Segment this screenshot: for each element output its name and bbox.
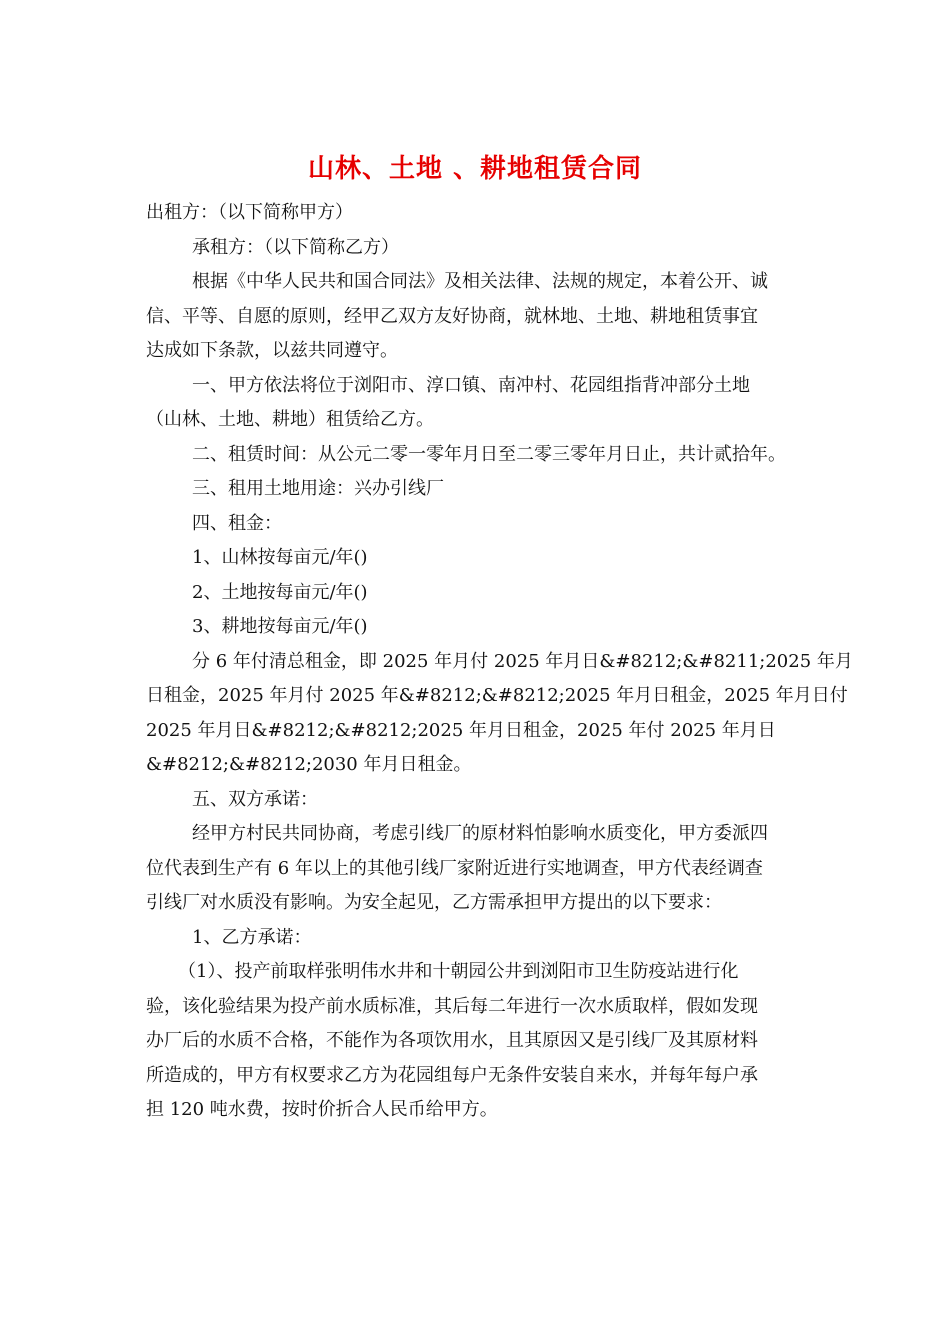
- paragraph-line: 一、甲方依法将位于浏阳市、淳口镇、南冲村、花园组指背冲部分土地: [192, 374, 750, 396]
- paragraph-line: 担 120 吨水费，按时价折合人民币给甲方。: [146, 1099, 498, 1120]
- paragraph-line: 五、双方承诺：: [192, 788, 318, 810]
- paragraph-line: 分 6 年付清总租金，即 2025 年月付 2025 年月日&#8212;&#8211;2025 年月: [192, 650, 853, 672]
- paragraph-line: 根据《中华人民共和国合同法》及相关法律、法规的规定，本着公开、诚: [192, 271, 768, 292]
- paragraph-line: 验，该化验结果为投产前水质标准，其后每二年进行一次水质取样，假如发现: [146, 995, 758, 1017]
- paragraph-lessee: 承租方：（以下简称乙方）: [192, 236, 399, 258]
- paragraph-line: 1、乙方承诺：: [192, 926, 312, 948]
- paragraph-lessor: 出租方：（以下简称甲方）: [146, 202, 353, 223]
- paragraph-line: 3、耕地按每亩元/年(): [192, 616, 368, 637]
- paragraph-line: 四、租金：: [192, 512, 282, 534]
- paragraph-line: （1）、投产前取样张明伟水井和十朝园公井到浏阳市卫生防疫站进行化: [178, 961, 739, 982]
- paragraph-line: 日租金，2025 年月付 2025 年&#8212;&#8212;2025 年月日租金，2025 年月日付: [146, 685, 848, 706]
- paragraph-line: 位代表到生产有 6 年以上的其他引线厂家附近进行实地调查，甲方代表经调查: [146, 857, 763, 879]
- paragraph-line: &#8212;&#8212;2030 年月日租金。: [146, 754, 472, 775]
- paragraph-line: （山林、土地、耕地）租赁给乙方。: [146, 409, 434, 430]
- document-body: [146, 196, 853, 1128]
- paragraph-line: 引线厂对水质没有影响。为安全起见，乙方需承担甲方提出的以下要求：: [146, 892, 722, 913]
- paragraph-line: 2025 年月日&#8212;&#8212;2025 年月日租金，2025 年付 2025 年月日: [146, 719, 776, 741]
- paragraph-line: 达成如下条款，以兹共同遵守。: [146, 340, 398, 361]
- paragraph-line: 办厂后的水质不合格，不能作为各项饮用水，且其原因又是引线厂及其原材料: [146, 1030, 758, 1051]
- paragraph-line: 所造成的，甲方有权要求乙方为花园组每户无条件安装自来水，并每年每户承: [146, 1064, 758, 1086]
- paragraph-line: 信、平等、自愿的原则，经甲乙双方友好协商，就林地、土地、耕地租赁事宜: [146, 305, 758, 327]
- paragraph-line: 经甲方村民共同协商，考虑引线厂的原材料怕影响水质变化，甲方委派四: [192, 823, 768, 844]
- paragraph-line: 三、租用土地用途：兴办引线厂: [192, 478, 444, 499]
- document-title: 山林、土地 、耕地租赁合同: [307, 154, 643, 184]
- paragraph-line: 2、土地按每亩元/年(): [192, 581, 368, 603]
- paragraph-line: 1、山林按每亩元/年(): [192, 547, 368, 568]
- paragraph-line: 二、租赁时间：从公元二零一零年月日至二零三零年月日止，共计贰拾年。: [192, 443, 786, 465]
